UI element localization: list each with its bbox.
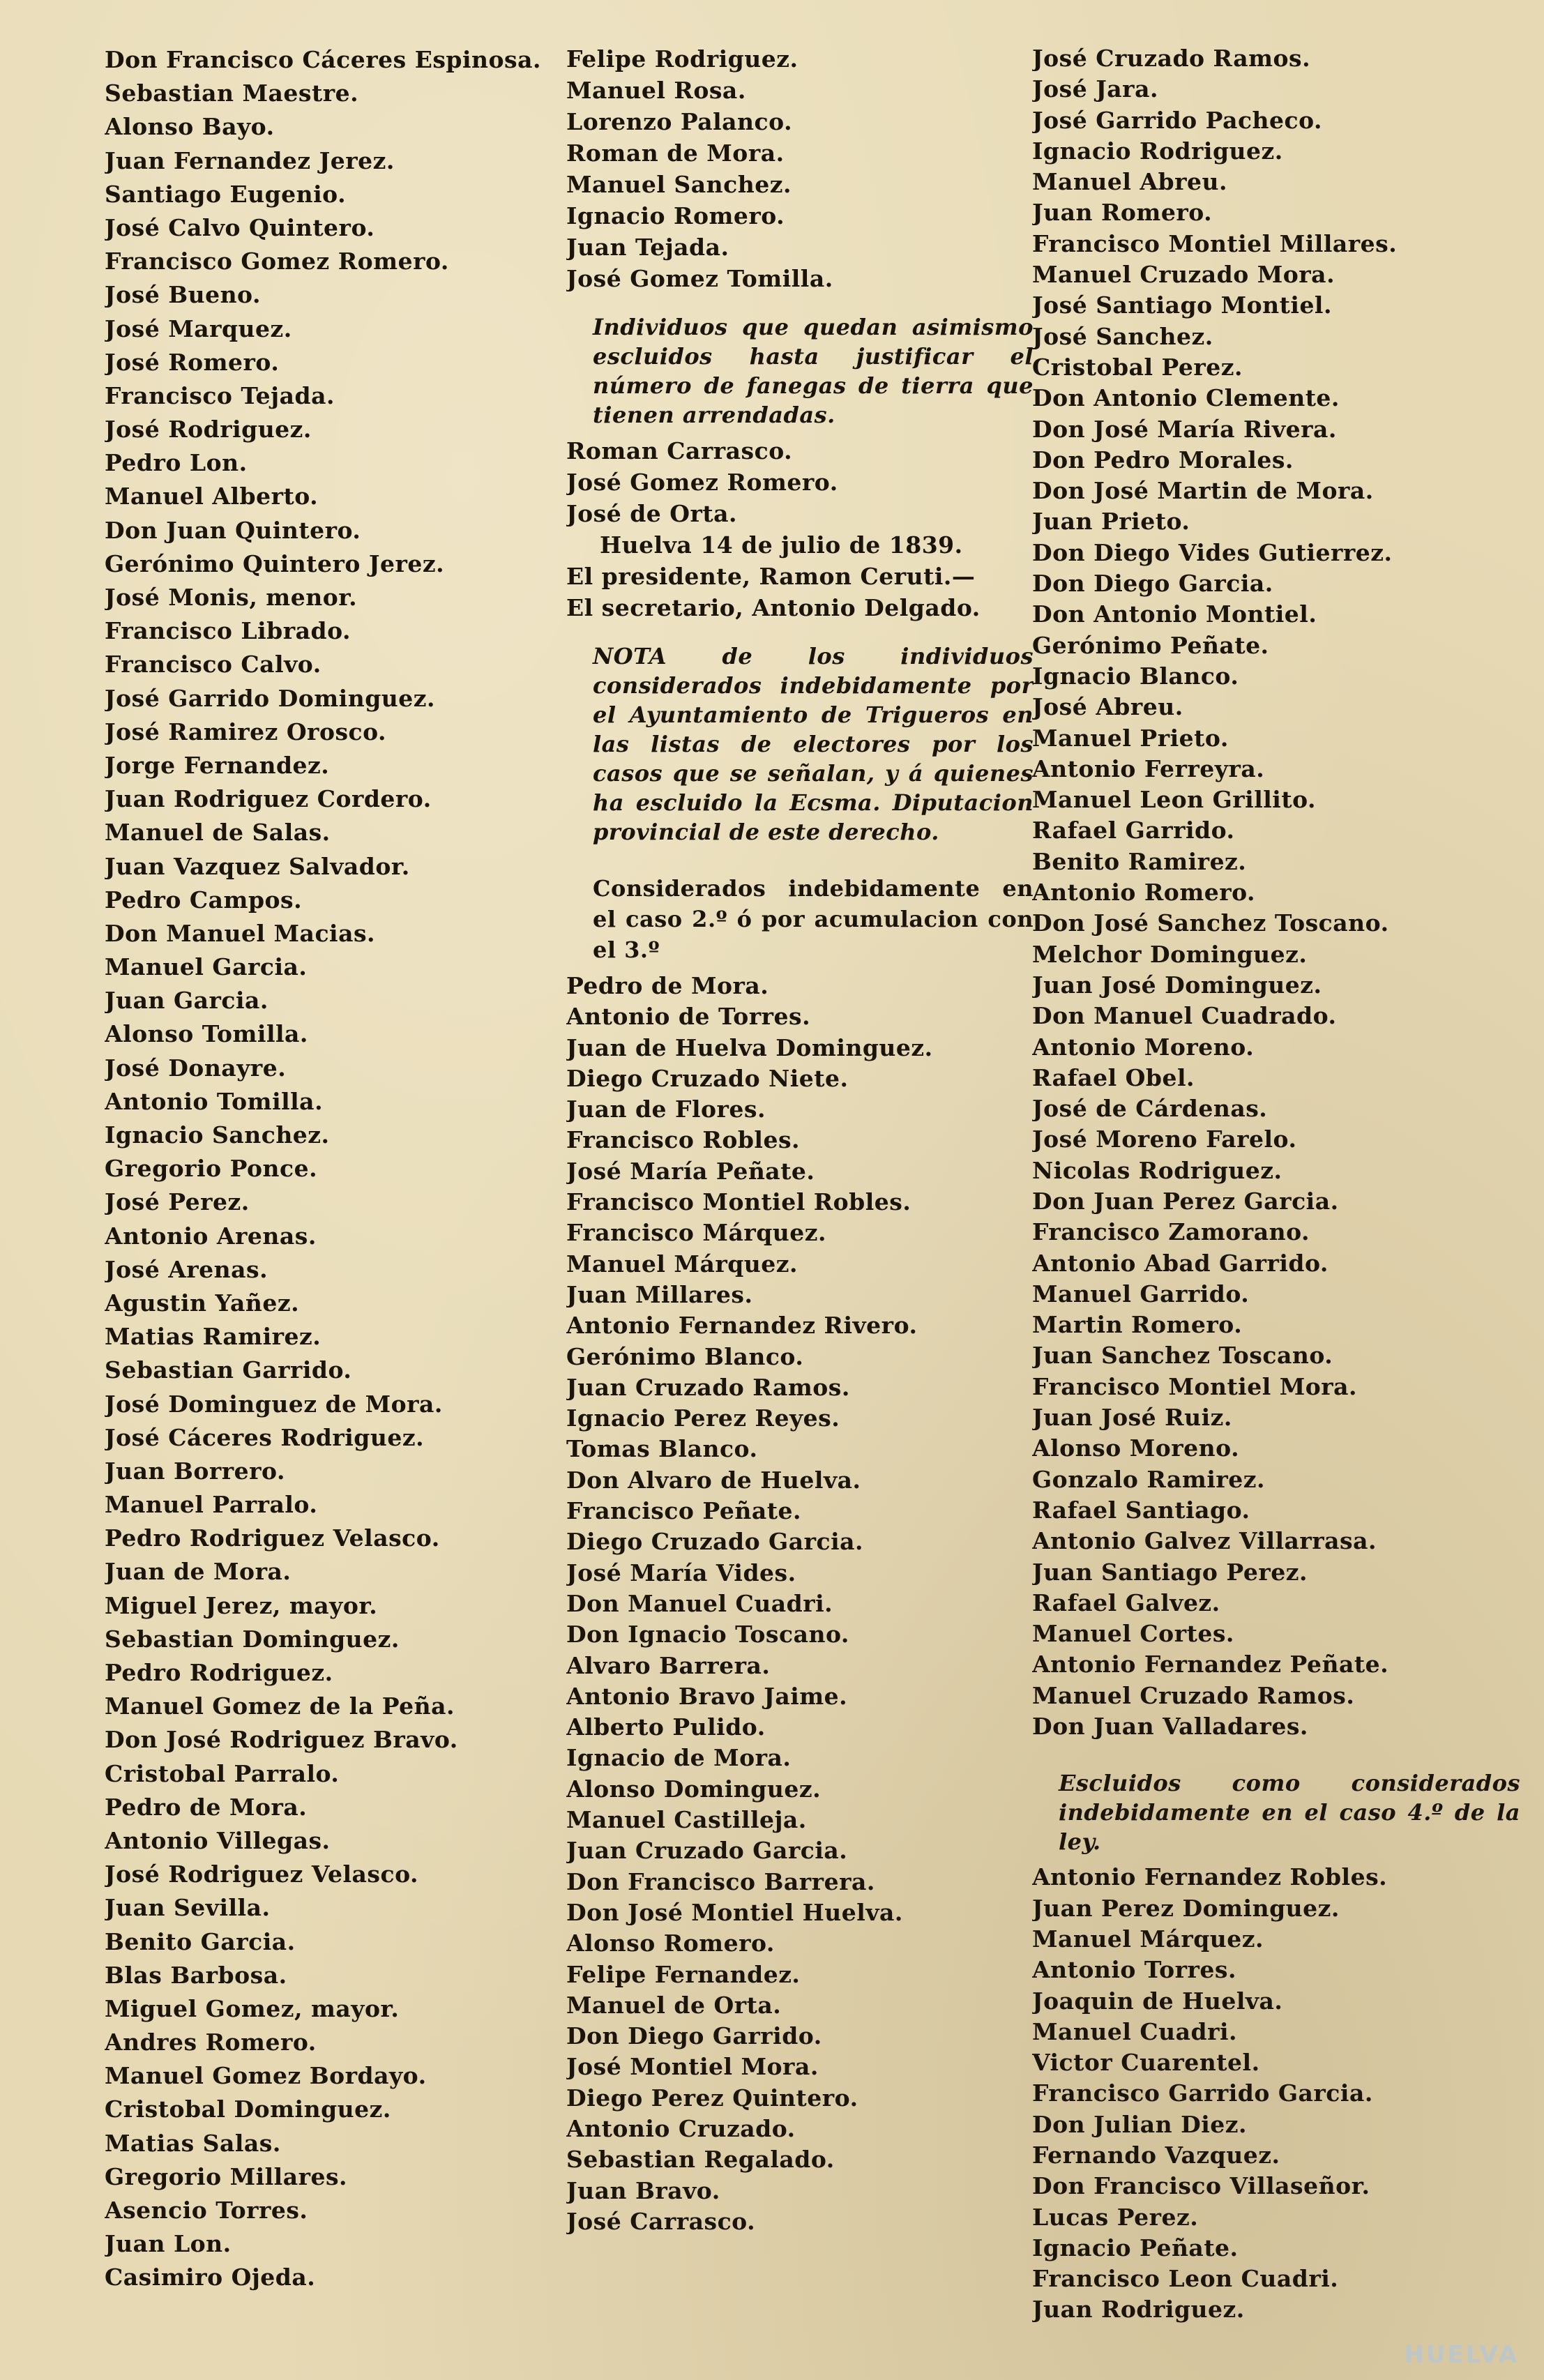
name-entry: José Jara. bbox=[1032, 75, 1158, 103]
name-entry: Felipe Rodriguez. bbox=[566, 45, 799, 73]
name-entry: Sebastian Maestre. bbox=[105, 79, 359, 107]
name-entry: Francisco Peñate. bbox=[566, 1497, 801, 1525]
name-entry: Sebastian Regalado. bbox=[566, 2146, 835, 2174]
name-entry: Rafael Santiago. bbox=[1032, 1496, 1250, 1524]
name-entry: Manuel Rosa. bbox=[566, 77, 746, 104]
name-entry: José Rodriguez. bbox=[105, 416, 312, 444]
name-entry: Ignacio Blanco. bbox=[1032, 662, 1239, 690]
name-entry: Alberto Pulido. bbox=[566, 1713, 766, 1741]
name-entry: Melchor Dominguez. bbox=[1032, 940, 1308, 968]
name-entry: Juan Tejada. bbox=[566, 234, 729, 261]
name-entry: Juan Bravo. bbox=[566, 2176, 720, 2204]
name-entry: Don Diego Vides Gutierrez. bbox=[1032, 538, 1393, 566]
name-entry: Alonso Romero. bbox=[566, 1930, 775, 1957]
name-entry: José Romero. bbox=[105, 348, 280, 376]
column-2 bbox=[566, 43, 1034, 2237]
name-entry: Juan Cruzado Garcia. bbox=[566, 1837, 848, 1865]
name-entry: Alonso Tomilla. bbox=[105, 1020, 308, 1048]
name-entry: Francisco Calvo. bbox=[105, 651, 321, 679]
name-entry: José Garrido Dominguez. bbox=[105, 684, 435, 712]
name-entry: Manuel Gomez de la Peña. bbox=[105, 1692, 455, 1720]
column-3 bbox=[1032, 43, 1520, 2326]
name-entry: Juan Romero. bbox=[1032, 199, 1213, 227]
column-1 bbox=[105, 43, 551, 2295]
name-entry: Juan de Flores. bbox=[566, 1096, 766, 1123]
name-entry: Manuel Sanchez. bbox=[566, 171, 792, 198]
name-entry: Francisco Montiel Mora. bbox=[1032, 1372, 1358, 1400]
name-entry: Francisco Montiel Millares. bbox=[1032, 229, 1398, 257]
name-entry: Juan Garcia. bbox=[105, 987, 268, 1015]
name-entry: Don José Rodriguez Bravo. bbox=[105, 1726, 458, 1754]
name-entry: Gregorio Ponce. bbox=[105, 1155, 318, 1183]
name-entry: Francisco Leon Cuadri. bbox=[1032, 2265, 1339, 2293]
name-entry: Juan Rodriguez Cordero. bbox=[105, 785, 432, 813]
signature-block bbox=[566, 529, 1034, 623]
name-entry: Francisco Robles. bbox=[566, 1126, 801, 1154]
name-entry: Manuel Alberto. bbox=[105, 483, 319, 510]
name-entry: Casimiro Ojeda. bbox=[105, 2264, 316, 2291]
name-entry: Manuel Castilleja. bbox=[566, 1806, 807, 1834]
name-entry: Don Manuel Macias. bbox=[105, 919, 376, 947]
name-entry: Benito Garcia. bbox=[105, 1927, 296, 1955]
name-entry: José Donayre. bbox=[105, 1054, 287, 1082]
name-entry: Juan Vazquez Salvador. bbox=[105, 852, 410, 880]
name-entry: Nicolas Rodriguez. bbox=[1032, 1156, 1282, 1184]
name-entry: Pedro de Mora. bbox=[566, 972, 769, 999]
name-entry: Don Manuel Cuadri. bbox=[566, 1589, 833, 1617]
name-entry: Gerónimo Quintero Jerez. bbox=[105, 549, 445, 577]
name-entry: José Monis, menor. bbox=[105, 584, 358, 611]
name-entry: Antonio Tomilla. bbox=[105, 1087, 324, 1115]
name-entry: Francisco Zamorano. bbox=[1032, 1218, 1310, 1246]
archive-watermark: HUELVA bbox=[1404, 2341, 1519, 2369]
name-entry: Juan Millares. bbox=[566, 1280, 753, 1308]
name-entry: José de Cárdenas. bbox=[1032, 1095, 1268, 1123]
nota-paragraph bbox=[566, 642, 1034, 847]
name-entry: José Gomez Romero. bbox=[566, 469, 838, 496]
president-line: El presidente, Ramon Ceruti.— bbox=[566, 563, 976, 590]
name-entry: Diego Cruzado Niete. bbox=[566, 1064, 849, 1092]
name-entry: Juan de Huelva Dominguez. bbox=[566, 1033, 933, 1061]
name-entry: Manuel Cruzado Mora. bbox=[1032, 261, 1335, 289]
name-entry: Don Diego Garrido. bbox=[566, 2022, 822, 2050]
name-entry: Fernando Vazquez. bbox=[1032, 2142, 1280, 2169]
name-entry: Don Ignacio Toscano. bbox=[566, 1621, 849, 1648]
name-entry: Antonio Fernandez Peñate. bbox=[1032, 1651, 1389, 1678]
name-entry: Pedro Rodriguez. bbox=[105, 1659, 333, 1686]
name-entry: Juan Sanchez Toscano. bbox=[1032, 1342, 1333, 1370]
name-entry: Don José María Rivera. bbox=[1032, 415, 1337, 443]
name-entry: Diego Perez Quintero. bbox=[566, 2084, 858, 2112]
name-entry: José de Orta. bbox=[566, 500, 737, 527]
name-entry: Don Julian Diez. bbox=[1032, 2110, 1248, 2138]
name-entry: José Marquez. bbox=[105, 314, 292, 342]
name-entry: Antonio Ferreyra. bbox=[1032, 755, 1265, 782]
name-entry: Juan José Ruiz. bbox=[1032, 1404, 1232, 1432]
name-entry: Juan Santiago Perez. bbox=[1032, 1558, 1308, 1586]
name-entry: Juan José Dominguez. bbox=[1032, 971, 1322, 999]
name-entry: Don Manuel Cuadrado. bbox=[1032, 1002, 1337, 1030]
name-entry: Rafael Obel. bbox=[1032, 1063, 1195, 1091]
name-entry: Gerónimo Peñate. bbox=[1032, 631, 1269, 659]
name-entry: Manuel Abreu. bbox=[1032, 168, 1227, 196]
name-entry: Juan Lon. bbox=[105, 2230, 232, 2258]
name-entry: Tomas Blanco. bbox=[566, 1435, 758, 1463]
name-entry: Agustin Yañez. bbox=[105, 1289, 300, 1317]
name-entry: Juan Sevilla. bbox=[105, 1894, 271, 1922]
name-entry: Ignacio Peñate. bbox=[1032, 2234, 1239, 2261]
name-entry: Manuel Prieto. bbox=[1032, 724, 1229, 752]
name-entry: Antonio Arenas. bbox=[105, 1222, 317, 1250]
name-entry: Don Francisco Villaseñor. bbox=[1032, 2172, 1370, 2200]
name-entry: Juan Fernandez Jerez. bbox=[105, 146, 395, 174]
name-entry: Juan Perez Dominguez. bbox=[1032, 1894, 1340, 1922]
name-entry: Pedro Campos. bbox=[105, 886, 303, 914]
name-entry: Juan Cruzado Ramos. bbox=[566, 1373, 850, 1401]
name-entry: Manuel Cuadri. bbox=[1032, 2017, 1238, 2045]
name-entry: Don Pedro Morales. bbox=[1032, 446, 1294, 473]
name-entry: José Carrasco. bbox=[566, 2207, 756, 2235]
name-entry: Cristobal Dominguez. bbox=[105, 2095, 391, 2123]
case-2-heading-text: Considerados indebidamente en el caso 2.º ó por acumulacion con el 3.º bbox=[593, 875, 1034, 963]
name-entry: Don Antonio Clemente. bbox=[1032, 384, 1340, 412]
name-entry: José Montiel Mora. bbox=[566, 2053, 819, 2081]
name-entry: Sebastian Dominguez. bbox=[105, 1625, 400, 1653]
name-entry: Asencio Torres. bbox=[105, 2197, 308, 2224]
name-entry: Alonso Dominguez. bbox=[566, 1775, 822, 1803]
name-entry: Don José Sanchez Toscano. bbox=[1032, 909, 1389, 937]
name-entry: Don Alvaro de Huelva. bbox=[566, 1466, 861, 1494]
name-entry: Roman de Mora. bbox=[566, 139, 785, 167]
name-entry: Gregorio Millares. bbox=[105, 2162, 348, 2190]
name-entry: Jorge Fernandez. bbox=[105, 751, 330, 779]
name-entry: José Arenas. bbox=[105, 1255, 268, 1283]
name-entry: Manuel Gomez Bordayo. bbox=[105, 2062, 427, 2090]
name-entry: Santiago Eugenio. bbox=[105, 180, 347, 208]
name-entry: José Cáceres Rodriguez. bbox=[105, 1423, 425, 1451]
name-entry: Ignacio Romero. bbox=[566, 202, 785, 229]
name-entry: Rafael Galvez. bbox=[1032, 1589, 1220, 1616]
name-entry: Don Juan Perez Garcia. bbox=[1032, 1187, 1339, 1215]
name-entry: Pedro Lon. bbox=[105, 449, 248, 477]
name-entry: Gonzalo Ramirez. bbox=[1032, 1465, 1265, 1493]
name-entry: Francisco Garrido Garcia. bbox=[1032, 2079, 1373, 2107]
name-entry: Alonso Moreno. bbox=[1032, 1434, 1240, 1462]
name-entry: Manuel de Salas. bbox=[105, 819, 331, 847]
name-entry: Alonso Bayo. bbox=[105, 113, 275, 141]
name-entry: Manuel Márquez. bbox=[1032, 1925, 1264, 1953]
name-entry: Manuel Garcia. bbox=[105, 953, 308, 981]
name-entry: Antonio Torres. bbox=[1032, 1956, 1236, 1984]
secretary-line: El secretario, Antonio Delgado. bbox=[566, 594, 981, 621]
name-entry: Don Juan Quintero. bbox=[105, 516, 361, 544]
name-entry: Antonio Fernandez Rivero. bbox=[566, 1312, 918, 1340]
name-entry: Miguel Jerez, mayor. bbox=[105, 1591, 378, 1619]
name-entry: Lucas Perez. bbox=[1032, 2203, 1199, 2231]
name-entry: José Sanchez. bbox=[1032, 322, 1213, 350]
name-entry: Manuel Márquez. bbox=[566, 1250, 799, 1278]
name-entry: Felipe Fernandez. bbox=[566, 1960, 801, 1988]
name-entry: Martin Romero. bbox=[1032, 1311, 1243, 1339]
name-entry: José Rodriguez Velasco. bbox=[105, 1860, 418, 1888]
date-line: Huelva 14 de julio de 1839. bbox=[600, 531, 963, 559]
name-entry: Don Juan Valladares. bbox=[1032, 1713, 1308, 1741]
name-entry: Antonio Galvez Villarrasa. bbox=[1032, 1527, 1377, 1555]
name-entry: Antonio de Torres. bbox=[566, 1003, 811, 1031]
name-entry: Manuel Leon Grillito. bbox=[1032, 786, 1316, 814]
name-entry: Blas Barbosa. bbox=[105, 1961, 287, 1989]
name-entry: Pedro de Mora. bbox=[105, 1793, 308, 1821]
name-entry: Juan Borrero. bbox=[105, 1457, 285, 1485]
name-entry: Antonio Bravo Jaime. bbox=[566, 1682, 848, 1710]
name-entry: Pedro Rodriguez Velasco. bbox=[105, 1524, 440, 1552]
name-entry: Francisco Gomez Romero. bbox=[105, 248, 449, 275]
name-entry: Andres Romero. bbox=[105, 2029, 317, 2056]
name-entry: José Cruzado Ramos. bbox=[1032, 45, 1311, 72]
name-entry: Antonio Moreno. bbox=[1032, 1033, 1255, 1061]
name-entry: José Calvo Quintero. bbox=[105, 213, 375, 241]
name-entry: Antonio Romero. bbox=[1032, 879, 1256, 907]
name-entry: Francisco Márquez. bbox=[566, 1219, 826, 1247]
name-entry: José Santiago Montiel. bbox=[1032, 291, 1332, 319]
name-entry: Antonio Villegas. bbox=[105, 1826, 331, 1854]
name-entry: Manuel Cruzado Ramos. bbox=[1032, 1681, 1355, 1709]
name-entry: José Garrido Pacheco. bbox=[1032, 106, 1323, 134]
case-4-heading-text: Escluidos como considerados indebidamente en el caso 4.º de la ley. bbox=[1059, 1770, 1520, 1856]
name-entry: Juan Prieto. bbox=[1032, 508, 1190, 536]
name-entry: Rafael Garrido. bbox=[1032, 817, 1235, 844]
name-entry: José Moreno Farelo. bbox=[1032, 1125, 1297, 1153]
name-entry: Benito Ramirez. bbox=[1032, 847, 1247, 875]
name-entry: Antonio Fernandez Robles. bbox=[1032, 1863, 1388, 1891]
name-entry: Francisco Librado. bbox=[105, 617, 351, 645]
name-entry: José Perez. bbox=[105, 1188, 250, 1216]
name-entry: José Bueno. bbox=[105, 281, 261, 309]
name-entry: Manuel Garrido. bbox=[1032, 1280, 1250, 1308]
name-entry: Juan Rodriguez. bbox=[1032, 2296, 1245, 2324]
name-entry: Manuel Cortes. bbox=[1032, 1620, 1234, 1648]
name-entry: Joaquin de Huelva. bbox=[1032, 1987, 1283, 2015]
name-entry: Don Francisco Barrera. bbox=[566, 1867, 875, 1895]
name-entry: Don Antonio Montiel. bbox=[1032, 600, 1317, 628]
name-entry: Antonio Abad Garrido. bbox=[1032, 1249, 1329, 1277]
name-entry: Victor Cuarentel. bbox=[1032, 2049, 1260, 2077]
name-entry: Don Francisco Cáceres Espinosa. bbox=[105, 46, 541, 73]
name-entry: Roman Carrasco. bbox=[566, 437, 793, 464]
name-entry: Miguel Gomez, mayor. bbox=[105, 1994, 400, 2022]
name-entry: Alvaro Barrera. bbox=[566, 1651, 771, 1679]
name-entry: Sebastian Garrido. bbox=[105, 1356, 352, 1384]
name-entry: José María Peñate. bbox=[566, 1157, 815, 1185]
heading-text: Individuos que quedan asimismo escluidos hasta justificar el número de fanegas de tierra que tienen arrendadas. bbox=[593, 314, 1034, 428]
name-entry: Ignacio Sanchez. bbox=[105, 1121, 330, 1149]
name-entry: Manuel Parralo. bbox=[105, 1491, 318, 1519]
name-entry: Lorenzo Palanco. bbox=[566, 108, 793, 135]
name-entry: Ignacio Perez Reyes. bbox=[566, 1404, 840, 1432]
name-entry: José María Vides. bbox=[566, 1559, 796, 1586]
name-entry: Gerónimo Blanco. bbox=[566, 1342, 804, 1370]
name-entry: José Abreu. bbox=[1032, 693, 1183, 721]
name-entry: Cristobal Perez. bbox=[1032, 353, 1243, 381]
name-entry: José Gomez Tomilla. bbox=[566, 265, 833, 292]
name-entry: Diego Cruzado Garcia. bbox=[566, 1528, 864, 1556]
name-entry: Francisco Tejada. bbox=[105, 381, 335, 409]
case-2-heading bbox=[566, 873, 1034, 965]
name-entry: Don José Martin de Mora. bbox=[1032, 477, 1374, 505]
exclusion-heading bbox=[566, 312, 1034, 430]
name-entry: Francisco Montiel Robles. bbox=[566, 1188, 911, 1216]
name-entry: Cristobal Parralo. bbox=[105, 1759, 340, 1787]
case-4-heading bbox=[1032, 1768, 1520, 1856]
name-entry: Don José Montiel Huelva. bbox=[566, 1898, 903, 1926]
nota-text: NOTA de los individuos considerados indebidamente por el Ayuntamiento de Trigueros en las listas de electores por los casos que se señalan, y á quienes ha escluido la Ecsma. Diputacion provincial de este derecho. bbox=[593, 643, 1034, 845]
name-entry: Manuel de Orta. bbox=[566, 1991, 782, 2019]
name-entry: Ignacio Rodriguez. bbox=[1032, 137, 1283, 165]
name-entry: Don Diego Garcia. bbox=[1032, 570, 1273, 598]
name-entry: Matias Salas. bbox=[105, 2129, 281, 2157]
name-entry: Antonio Cruzado. bbox=[566, 2114, 796, 2142]
name-entry: Ignacio de Mora. bbox=[566, 1744, 792, 1772]
name-entry: José Ramirez Orosco. bbox=[105, 718, 387, 745]
name-entry: Matias Ramirez. bbox=[105, 1323, 321, 1351]
name-entry: Juan de Mora. bbox=[105, 1558, 292, 1586]
name-entry: José Dominguez de Mora. bbox=[105, 1390, 443, 1418]
